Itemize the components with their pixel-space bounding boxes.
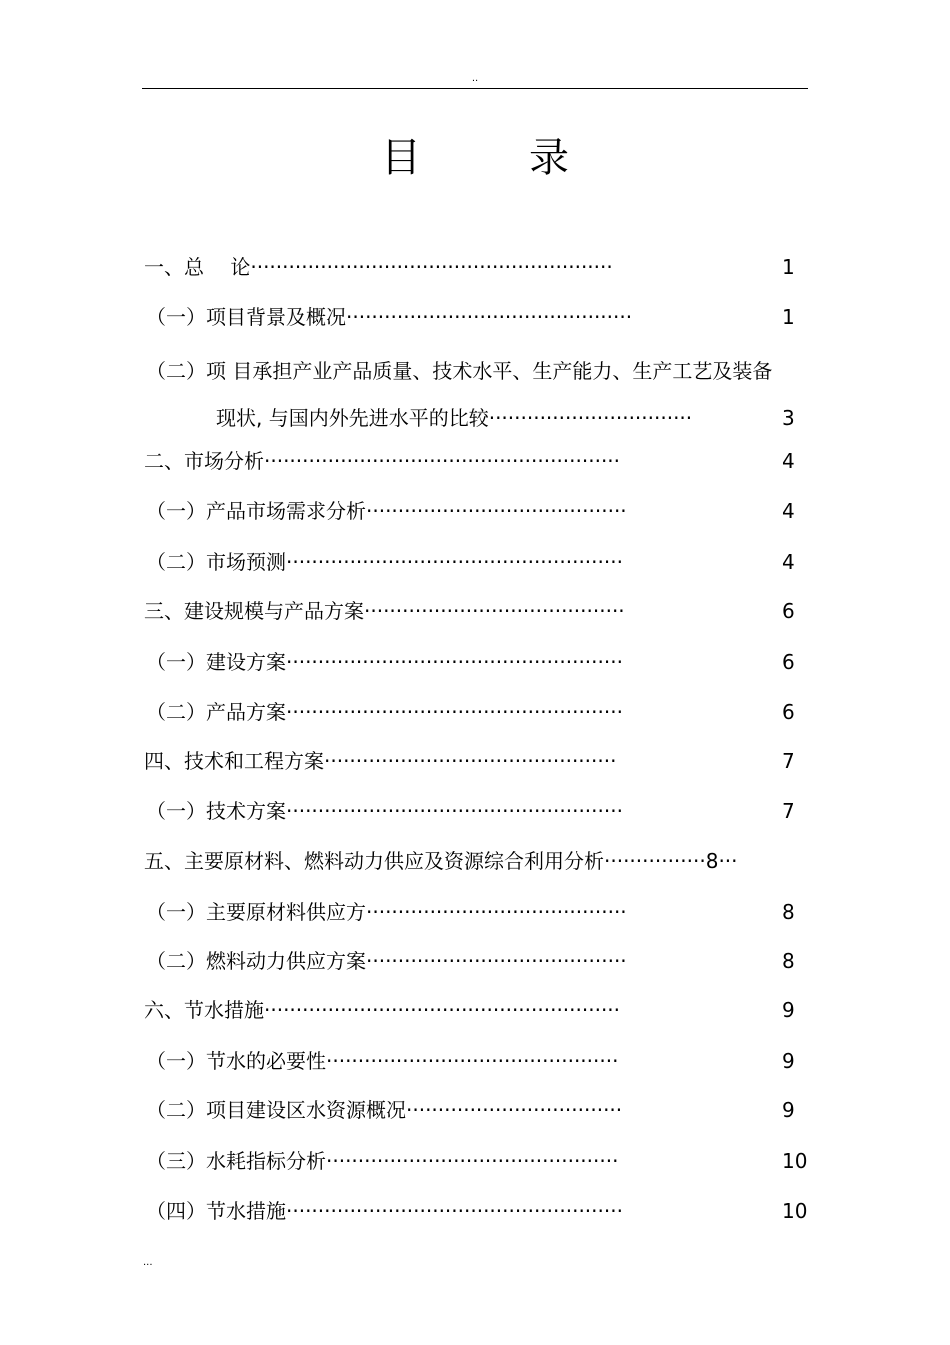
toc-entry: 三、建设规模与产品方案········································· — [144, 599, 625, 623]
title-char-1: 目 — [381, 135, 421, 181]
toc-page-number: 9 — [782, 998, 795, 1022]
toc-page-number: 8 — [782, 949, 795, 973]
toc-page-number: 6 — [782, 599, 795, 623]
toc-entry: （一）产品市场需求分析········································· — [146, 499, 627, 523]
toc-entry: （一）技术方案····················································· — [146, 799, 623, 823]
toc-page-number: 10 — [782, 1149, 808, 1173]
page-title — [0, 130, 950, 186]
toc-page-number: 6 — [782, 700, 795, 724]
toc-item[interactable] — [0, 593, 950, 629]
toc-item[interactable] — [0, 353, 950, 389]
toc-page-number: 7 — [782, 749, 795, 773]
toc-entry: （二）市场预测····················································· — [146, 550, 623, 574]
toc-page-number: 4 — [782, 550, 795, 574]
toc-entry: 六、节水措施························································ — [144, 998, 621, 1022]
toc-entry: （四）节水措施····················································· — [146, 1199, 623, 1223]
toc-item[interactable] — [0, 1143, 950, 1179]
title-char-2: 录 — [529, 135, 569, 181]
toc-item[interactable] — [0, 1092, 950, 1128]
toc-item[interactable] — [0, 644, 950, 680]
toc-entry: （一）项目背景及概况············································· — [146, 305, 633, 329]
toc-item[interactable] — [0, 843, 950, 879]
toc-entry: 一、总 论························································· — [144, 255, 613, 279]
toc-entry: 四、技术和工程方案·············································· — [144, 749, 617, 773]
toc-item[interactable] — [0, 743, 950, 779]
footer-mark: ... — [143, 1257, 153, 1268]
toc-page-number: 1 — [782, 305, 795, 329]
toc-item[interactable] — [0, 1193, 950, 1229]
header-rule — [142, 88, 808, 89]
toc-item[interactable] — [0, 443, 950, 479]
toc-page-number: 9 — [782, 1049, 795, 1073]
header-mark: .. — [471, 73, 479, 84]
toc-item[interactable] — [0, 299, 950, 335]
toc-item[interactable] — [0, 793, 950, 829]
toc-page-number: 1 — [782, 255, 795, 279]
toc-item[interactable] — [0, 894, 950, 930]
toc-page-number: 9 — [782, 1098, 795, 1122]
toc-page-number: 3 — [782, 406, 795, 430]
toc-page-number: 6 — [782, 650, 795, 674]
toc-item[interactable] — [0, 992, 950, 1028]
toc-entry: （一）节水的必要性·············································· — [146, 1049, 619, 1073]
toc-entry: （二）燃料动力供应方案········································· — [146, 949, 627, 973]
toc-entry: 五、主要原材料、燃料动力供应及资源综合利用分析················8··· — [144, 849, 738, 873]
toc-entry: 二、市场分析························································ — [144, 449, 621, 473]
toc-entry: （二）产品方案····················································· — [146, 700, 623, 724]
toc-entry: （一）主要原材料供应方········································· — [146, 900, 627, 924]
toc-item[interactable] — [0, 694, 950, 730]
toc-item[interactable] — [0, 400, 950, 436]
toc-item[interactable] — [0, 493, 950, 529]
toc-item[interactable] — [0, 1043, 950, 1079]
toc-entry: （二）项目建设区水资源概况·································· — [146, 1098, 623, 1122]
toc-page-number: 10 — [782, 1199, 808, 1223]
toc-entry: 现状, 与国内外先进水平的比较································ — [216, 406, 693, 430]
toc-item[interactable] — [0, 943, 950, 979]
toc-entry: （一）建设方案····················································· — [146, 650, 623, 674]
toc-page-number: 8 — [782, 900, 795, 924]
toc-page-number: 4 — [782, 499, 795, 523]
toc-entry: （三）水耗指标分析·············································· — [146, 1149, 619, 1173]
toc-entry: （二）项 目承担产业产品质量、技术水平、生产能力、生产工艺及装备 — [146, 359, 773, 383]
toc-item[interactable] — [0, 249, 950, 285]
toc-page-number: 7 — [782, 799, 795, 823]
toc-item[interactable] — [0, 544, 950, 580]
toc-page-number: 4 — [782, 449, 795, 473]
